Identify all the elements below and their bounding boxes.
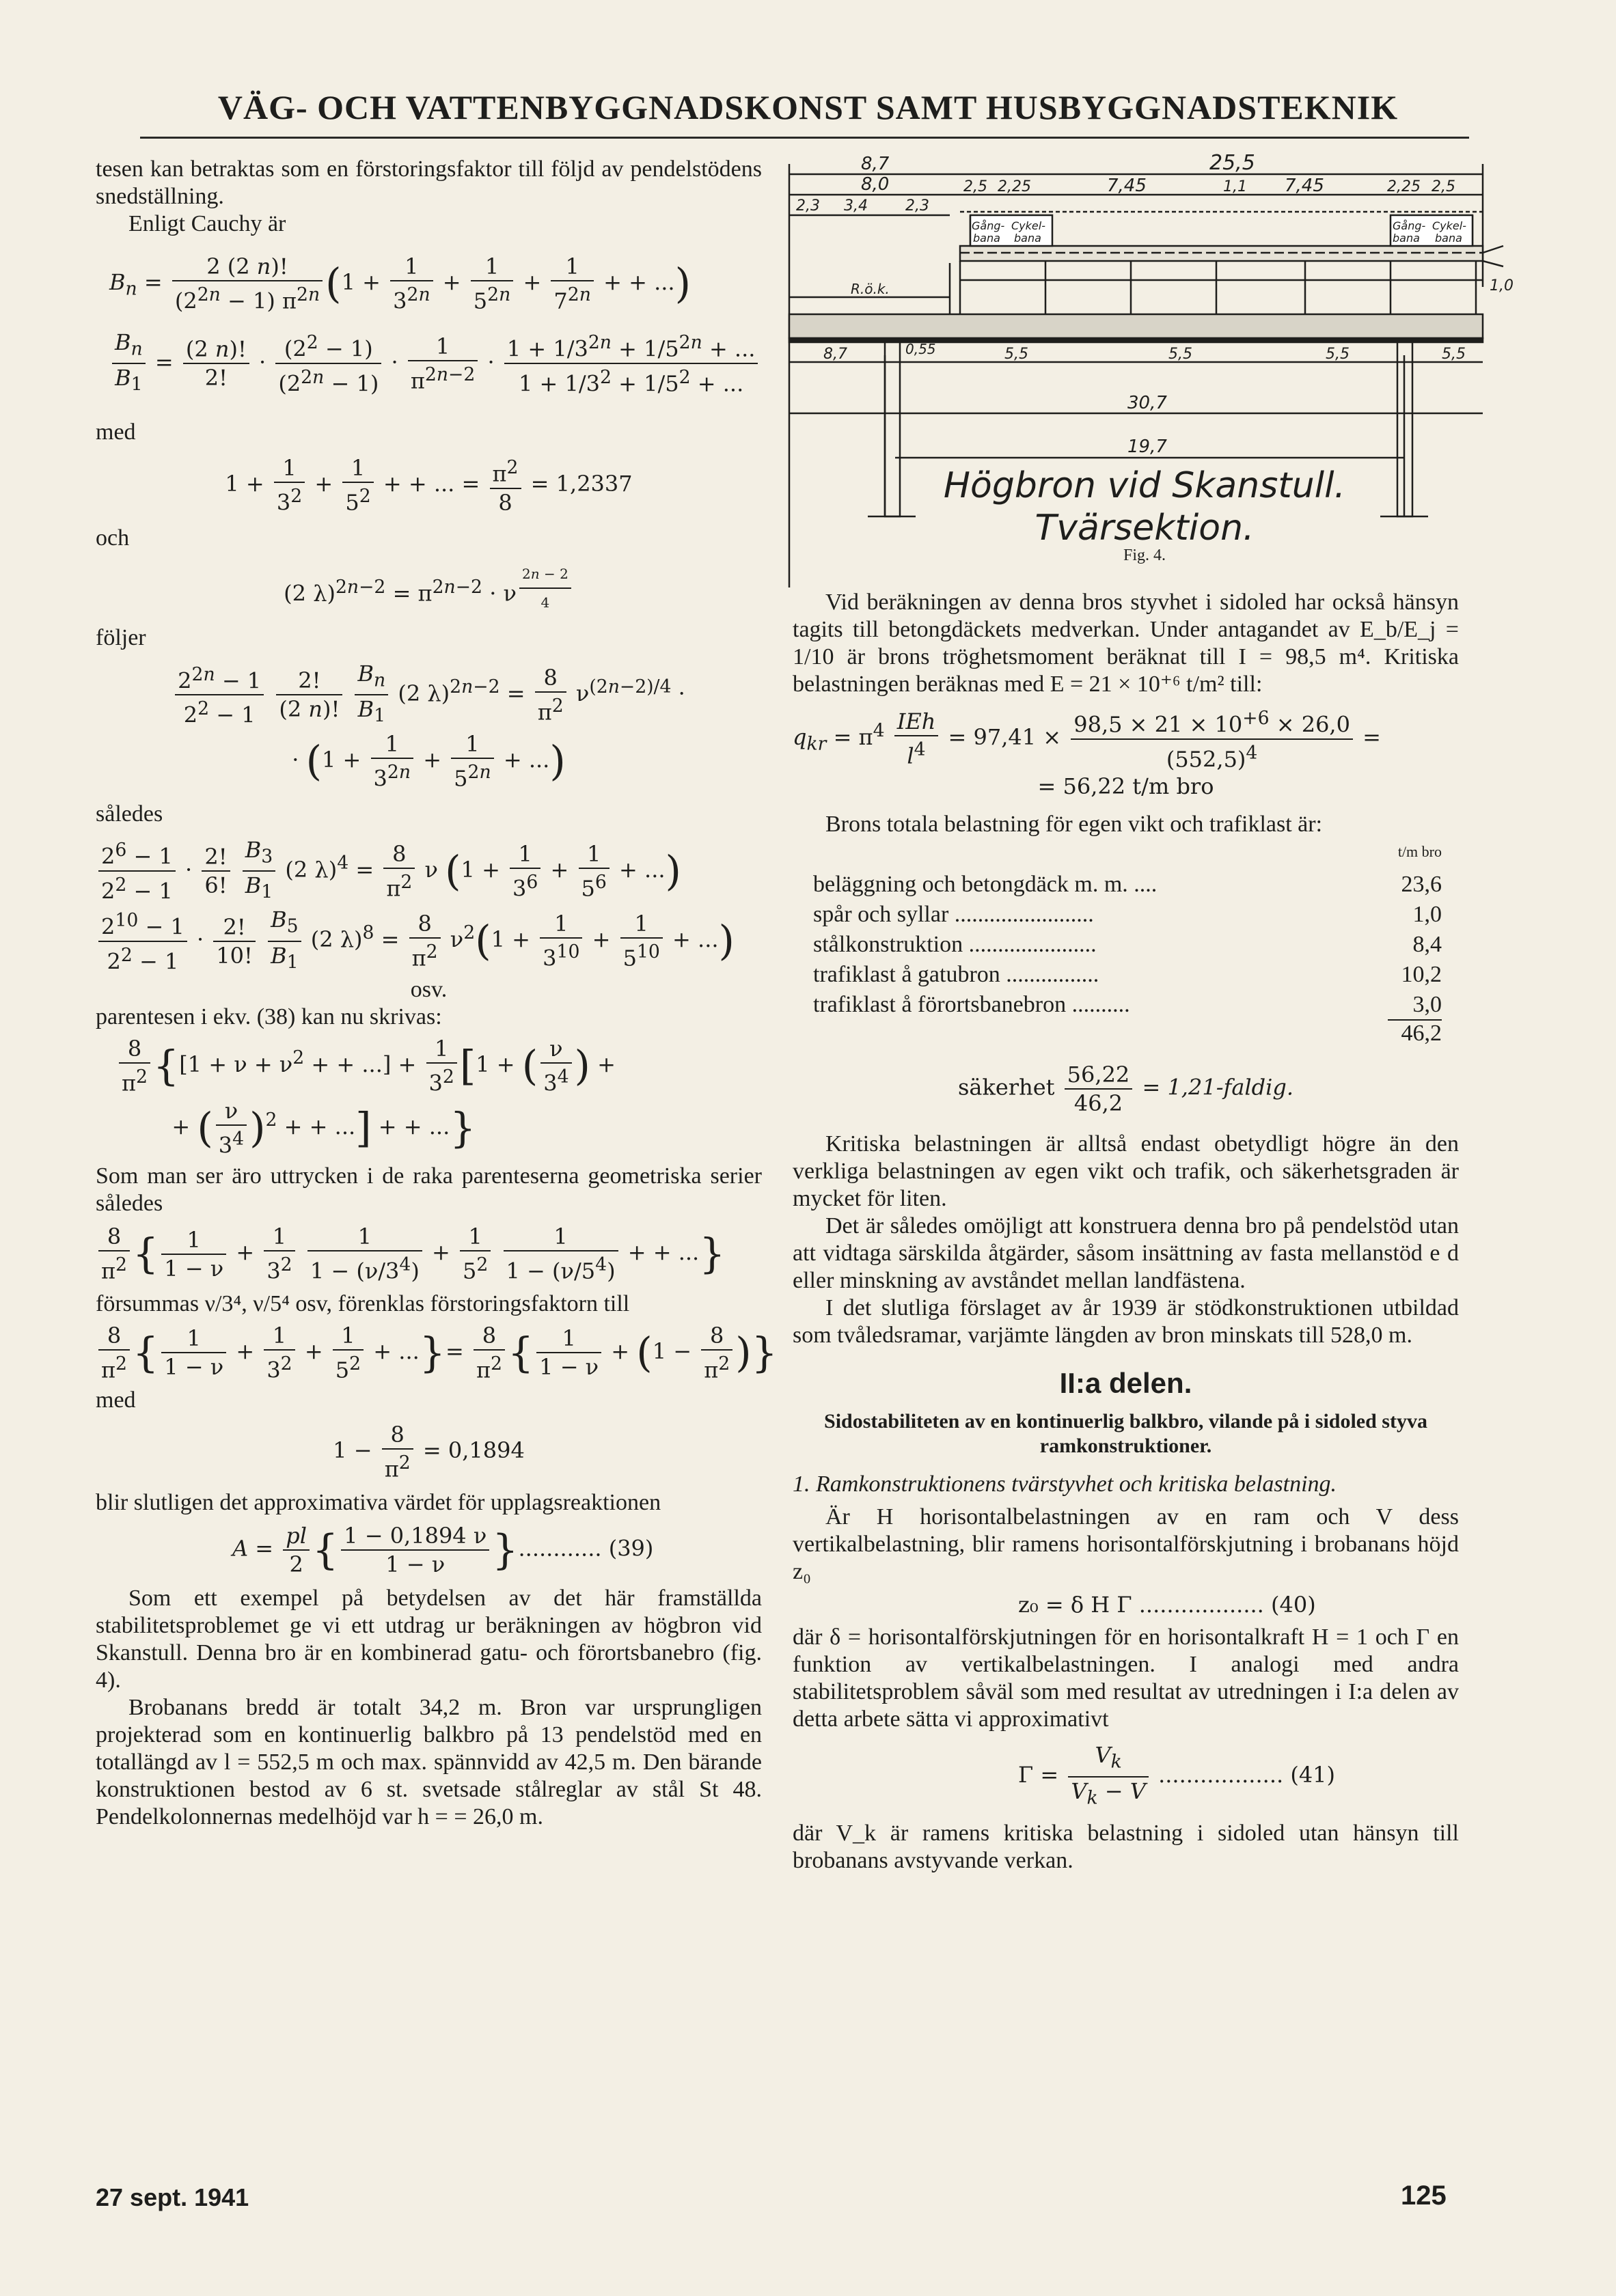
load-label: spår och syllar ........................ [813, 902, 1094, 928]
lane-label: bana [1014, 232, 1041, 245]
word-med-2: med [96, 1387, 136, 1413]
formula-qkr-result: = 56,22 t/m bro [1037, 773, 1214, 800]
formula-12: A = $\frac{pl}{2}$ { $\frac{1 - 0,1894 \nu}{1 - \nu}$ }............ (39) [232, 1523, 654, 1578]
dim-label: 0,55 [905, 341, 936, 357]
paragraph: Som ett exempel på betydelsen av det här framställda stabilitetsproblemet ge vi ett utdrag ur beräkningen av högbron vid Skanstull. Denna bro är en kombinerad gatu- och förortsbanebro (fig. 4). [96, 1586, 762, 1693]
formula-5: $\frac{2^{2n} - 1}{2^2 - 1}$ $\frac{2!}{(2 n)!}$ $\frac{B_n}{B_1}$ (2 λ)$^{2n-2}$ = $\frac{8}{\pi^2}$ $\nu^{(2n-2)/4}$ · · (1 + $\frac{1}{3^{2n}}$ + $\frac{1}{5^{2n}}$ + ...) [96, 660, 762, 792]
paragraph: blir slutligen det approximativa värdet för upplagsreaktionen [96, 1490, 661, 1516]
formula-2: $\frac{B_n}{B_1}$ = $\frac{(2 n)!}{2!}$ · $\frac{(2^2 - 1)}{(2^{2n} - 1)}$ · $\frac{1}{\pi^{2n-2}}$ · $\frac{1 + 1/3^{2n} + 1/5^{2n} + ...}{1 + 1/3^2 + 1/5^2 + ...}$ [109, 329, 762, 399]
unit-label: t/m bro [1397, 843, 1442, 861]
paragraph: Kritiska belastningen är alltså endast obetydligt högre än den verkliga belastningen av egen vikt och trafik, och säkerhetsgraden är mycket för liten. [793, 1131, 1459, 1212]
dim-label: 1,1 [1223, 178, 1247, 195]
word-och: och [96, 525, 130, 551]
formula-qkr: $q_{kr} = \pi^4$ $\frac{\text{IEh}}{l^4}$ = 97,41 × $\frac{98,5 \times 21 \times 10^{+6} \times 26,0}{(552,5)^4}$ = [793, 705, 1459, 773]
dim-label: 19,7 [1127, 437, 1167, 457]
section-subheading: Sidostabiliteten av en kontinuerlig balkbro, vilande på i sidoled styva ramkonstruktioner. [824, 1410, 1427, 1458]
dim-label: 2,25 [998, 178, 1031, 195]
formula-41: Γ = $\frac{V_k}{V_k - V}$ .................. (41) [1018, 1742, 1336, 1809]
paragraph: försummas ν/3⁴, ν/5⁴ osv, förenklas förstoringsfaktorn till [96, 1291, 630, 1317]
caption-line-1: Högbron vid Skanstull. [943, 465, 1346, 506]
load-value: 10,2 [1401, 962, 1442, 988]
paragraph: I det slutliga förslaget av år 1939 är stödkonstruktionen utbildad som tvåledsramar, varjämte längden av bron minskats till 528,0 m. [793, 1295, 1459, 1348]
left-column [96, 156, 778, 1831]
lane-label: Gång- [972, 219, 1005, 232]
dim-label: 3,4 [844, 197, 868, 215]
formula-3: 1 + $\frac{1}{3^2}$ + $\frac{1}{5^2}$ + + ... = $\frac{\pi^2}{8}$ = 1,2337 [225, 455, 633, 516]
lane-label: bana [973, 232, 1000, 245]
formula-4: (2 $\lambda)^{2n-2} = \pi^{2n-2} \cdot \nu$ $^{\frac{2n - 2}{4}}$ [96, 560, 762, 616]
formula-safety: säkerhet $\frac{56,22}{46,2}$ = 1,21-faldig. [957, 1062, 1294, 1117]
footer-date: 27 sept. 1941 [96, 2183, 249, 2211]
table-row [813, 960, 1442, 990]
dim-label: R.ö.k. [851, 281, 890, 297]
paragraph: Det är således omöjligt att konstruera denna bro på pendelstöd utan att vidtaga särskilda åtgärder, såsom insättning av fasta mellanstöd e d eller minskning av avståndet mellan landfästena. [793, 1213, 1459, 1294]
formula-7: $\frac{2^{10} - 1}{2^2 - 1}$ · $\frac{2!}{10!}$ $\frac{B_5}{B_1}$ (2 λ)$^8$ = $\frac{8}{\pi^2}$ $\nu^2(1$ + $\frac{1}{3^{10}}$ + $\frac{1}{5^{10}}$ + ...) [96, 906, 762, 976]
paragraph: Som man ser äro uttrycken i de raka parenteserna geometriska serier således [96, 1163, 762, 1217]
load-table [813, 870, 1442, 1020]
formula-10: $\frac{8}{\pi^2}$ { $\frac{1}{1 - \nu}$ + $\frac{1}{3^2}$ + $\frac{1}{5^2}$ + ...}= $\frac{8}{\pi^2}$ { $\frac{1}{1 - \nu}$ + (1 − $\frac{8}{\pi^2}$ )} [96, 1322, 762, 1384]
load-value: 3,0 [1412, 992, 1442, 1018]
dim-label: 8,7 [861, 154, 890, 174]
paragraph: Är H horisontalbelastningen av en ram och V dess vertikalbelastning, blir ramens horisontalförskjutning i brobanans höjd z₀ [793, 1504, 1459, 1585]
dim-label: 1,0 [1490, 277, 1514, 294]
dim-label: 2,25 [1387, 178, 1421, 195]
word-osv: osv. [410, 977, 448, 1003]
paragraph: Brons totala belastning för egen vikt och trafiklast är: [825, 812, 1323, 838]
load-label: trafiklast å förortsbanebron .......... [813, 992, 1130, 1018]
section-heading: II:a delen. [1059, 1367, 1192, 1400]
word-med: med [96, 419, 136, 445]
load-label: trafiklast å gatubron ................ [813, 962, 1099, 988]
dim-label: 5,5 [1168, 346, 1192, 363]
lane-label: bana [1435, 232, 1462, 245]
paragraph: parentesen i ekv. (38) kan nu skrivas: [96, 1004, 442, 1030]
paragraph: Enligt Cauchy är [128, 211, 286, 236]
paragraph: Vid beräkningen av denna bros styvhet i sidoled har också hänsyn tagits till betongdäckets medverkan. Under antagandet av E_b/E_j = 1/10 är brons tröghetsmoment beräknat till I = 98,5 m⁴. Kritiska belastningen beräknas med E = 21 × 10⁺⁶ t/m² till: [793, 590, 1459, 697]
table-row [813, 990, 1442, 1020]
load-label: stålkonstruktion ...................... [813, 932, 1097, 958]
formula-6: $\frac{2^6 - 1}{2^2 - 1}$ · $\frac{2!}{6!}$ $\frac{B_3}{B_1}$ (2 λ)$^4$ = $\frac{8}{\pi^2}$ ν (1 + $\frac{1}{3^6}$ + $\frac{1}{5^6}$ + ...) [96, 836, 762, 907]
caption-line-2: Tvärsektion. [1035, 508, 1255, 549]
dim-label: 2,5 [963, 178, 987, 195]
load-total-value: 46,2 [1388, 1019, 1442, 1046]
formula-8: $\frac{8}{\pi^2}$ {[$1 + \nu + \nu^2$ + + ...] + $\frac{1}{3^2}$ [1 + ( $\frac{\nu}{3^4}$ ) + + ( $\frac{\nu}{3^4}$ )$^2$ + + ...] + + ...} [116, 1036, 616, 1159]
dim-label: 2,3 [905, 197, 929, 215]
paragraph: Brobanans bredd är totalt 34,2 m. Bron var ursprungligen projekterad som en kontinuerlig balkbro på 13 pendelstöd med en totallängd av l = 552,5 m och max. spännvidd av 42,5 m. Den bärande konstruktionen bestod av 6 st. svetsade stålreglar av stål St 48. Pendelkolonnernas medelhöjd var h = = 26,0 m. [96, 1695, 762, 1830]
lane-label: bana [1393, 232, 1420, 245]
figure-number: Fig. 4. [1123, 547, 1166, 564]
formula-11: 1 − $\frac{8}{\pi^2}$ = 0,1894 [333, 1421, 525, 1482]
table-row [813, 900, 1442, 930]
dim-label: 2,3 [796, 197, 820, 215]
load-value: 1,0 [1412, 902, 1442, 928]
page-number: 125 [1401, 2181, 1447, 2211]
dim-label: 5,5 [1442, 346, 1466, 363]
load-total [813, 1020, 1442, 1047]
lane-label: Cykel- [1432, 219, 1466, 232]
lane-label: Gång- [1393, 219, 1426, 232]
subsection-heading: 1. Ramkonstruktionens tvärstyvhet och kritiska belastning. [793, 1471, 1337, 1497]
formula-9: $\frac{8}{\pi^2}$ { $\frac{1}{1 - \nu}$ + $\frac{1}{3^2}$ $\frac{1}{1 - (\nu/3^4)}$ + $\frac{1}{5^2}$ $\frac{1}{1 - (\nu/5^4)}$ + + ...} [96, 1223, 762, 1285]
dim-label: 8,0 [861, 174, 890, 195]
lane-label: Cykel- [1011, 219, 1045, 232]
paragraph: där δ = horisontalförskjutningen för en horisontalkraft H = 1 och Γ en funktion av vertikalbelastningen. I analogi med andra stabilitetsproblem såväl som med resultat av utredningen i I:a delen av detta arbete sätta vi approximativt [793, 1624, 1459, 1732]
dim-label: 30,7 [1127, 393, 1167, 413]
paragraph: tesen kan betraktas som en förstoringsfaktor till följd av pendelstödens snedställning. [96, 156, 762, 209]
load-label: beläggning och betongdäck m. m. .... [813, 872, 1158, 898]
dim-label: 7,45 [1285, 176, 1324, 196]
header-rule [140, 137, 1469, 139]
figure-caption [786, 465, 1503, 549]
word-foljer: följer [96, 625, 146, 651]
table-row [813, 870, 1442, 900]
word-saledes: således [96, 801, 163, 827]
table-row [813, 930, 1442, 960]
formula-40: z₀ = δ H Γ .................. (40) [1018, 1592, 1316, 1618]
dim-label: 7,45 [1107, 176, 1147, 196]
running-header: VÄG- OCH VATTENBYGGNADSKONST SAMT HUSBYGGNADSTEKNIK [217, 88, 1399, 126]
paragraph: där V_k är ramens kritiska belastning i sidoled utan hänsyn till brobanans avstyvande verkan. [793, 1821, 1459, 1874]
dim-label: 25,5 [1209, 151, 1255, 175]
dim-label: 5,5 [1326, 346, 1350, 363]
right-column [793, 589, 1459, 1875]
dim-label: 5,5 [1004, 346, 1028, 363]
load-value: 8,4 [1412, 932, 1442, 958]
dim-label: 2,5 [1432, 178, 1455, 195]
formula-1: $B_n$ = $\frac{2 (2 n)!}{(2^{2n} - 1) \pi^{2n}}$ (1 + $\frac{1}{3^{2n}}$ + $\frac{1}{5^{2n}}$ + $\frac{1}{7^{2n}}$ + + ...) [109, 253, 691, 314]
load-value: 23,6 [1401, 872, 1442, 898]
dim-label: 8,7 [823, 346, 847, 363]
